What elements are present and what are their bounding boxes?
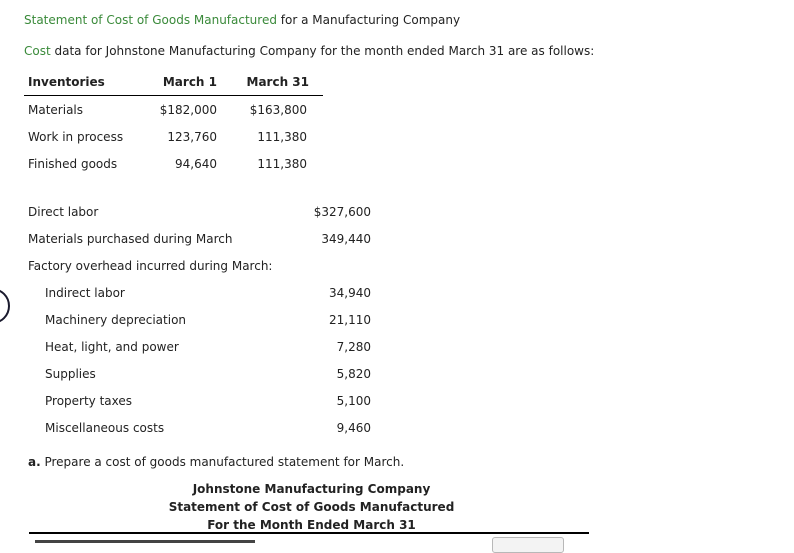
statement-company: Johnstone Manufacturing Company	[192, 482, 431, 496]
inventory-row-label: Finished goods	[28, 157, 118, 171]
statement-title: Statement of Cost of Goods Manufactured	[168, 500, 455, 514]
overhead-item-label: Machinery depreciation	[45, 313, 187, 327]
overhead-item-value: 5,100	[336, 394, 371, 408]
cost-value: 349,440	[321, 232, 371, 246]
inventory-header-march1: March 1	[162, 75, 217, 89]
statement-period: For the Month Ended March 31	[207, 518, 416, 532]
question-a	[28, 455, 404, 469]
inventory-header-rule	[24, 95, 323, 96]
cut-off-dropdown[interactable]	[492, 537, 564, 553]
inventory-row-march1: $182,000	[159, 103, 217, 117]
question-text: Prepare a cost of goods manufactured statement for March.	[40, 455, 405, 469]
inventory-header-label: Inventories	[28, 75, 105, 89]
overhead-item-value: 7,280	[336, 340, 371, 354]
overhead-heading: Factory overhead incurred during March:	[28, 259, 273, 273]
intro-rest: data for Johnstone Manufacturing Company for the month ended March 31 are as follows:	[50, 44, 595, 58]
overhead-item-value: 21,110	[329, 313, 371, 327]
statement-rule	[29, 532, 589, 534]
question-marker: a.	[28, 455, 41, 469]
cost-label: Direct labor	[28, 205, 99, 219]
overhead-item-label: Miscellaneous costs	[45, 421, 165, 435]
cost-label: Materials purchased during March	[28, 232, 233, 246]
overhead-item-label: Supplies	[45, 367, 96, 381]
cut-off-row	[35, 540, 255, 543]
overhead-item-value: 5,820	[336, 367, 371, 381]
overhead-item-label: Indirect labor	[45, 286, 125, 300]
overhead-item-label: Property taxes	[45, 394, 133, 408]
inventory-row-march31: 111,380	[257, 157, 307, 171]
inventory-row-march31: $163,800	[249, 103, 307, 117]
inventory-row-march31: 111,380	[257, 130, 307, 144]
overhead-item-value: 9,460	[336, 421, 371, 435]
page-heading	[24, 13, 460, 27]
side-nav-circle-button[interactable]	[0, 288, 10, 324]
inventory-header-march31: March 31	[246, 75, 309, 89]
cost-value: $327,600	[313, 205, 371, 219]
cost-link[interactable]: Cost	[24, 44, 51, 58]
inventory-row-march1: 123,760	[167, 130, 217, 144]
overhead-item-label: Heat, light, and power	[45, 340, 179, 354]
overhead-item-value: 34,940	[329, 286, 371, 300]
intro-text	[24, 44, 594, 58]
heading-rest: for a Manufacturing Company	[276, 13, 461, 27]
inventory-row-label: Work in process	[28, 130, 124, 144]
heading-link[interactable]: Statement of Cost of Goods Manufactured	[24, 13, 277, 27]
inventory-row-label: Materials	[28, 103, 84, 117]
inventory-row-march1: 94,640	[175, 157, 217, 171]
